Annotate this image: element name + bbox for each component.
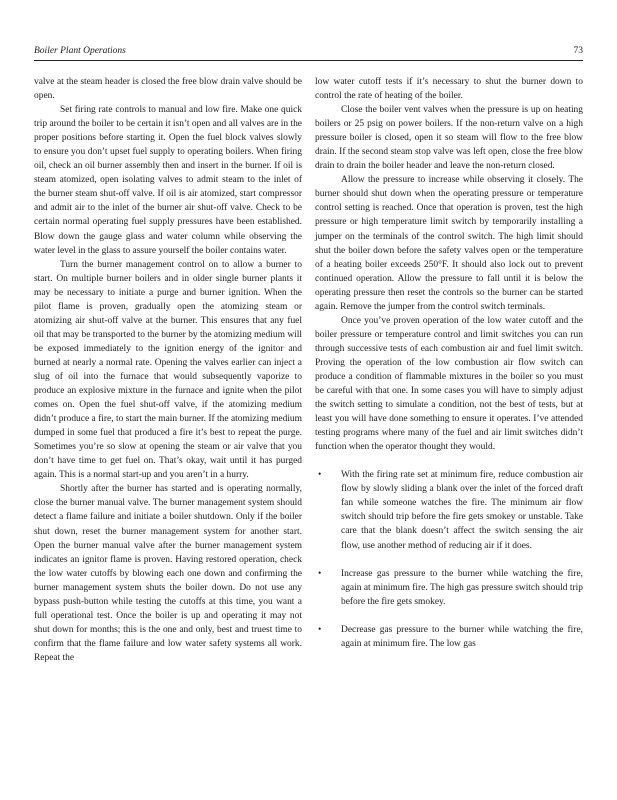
paragraph: Close the boiler vent valves when the pressure is up on heating boilers or 25 psig on power boilers. If the non-return valve on a high pressure boiler is closed, open it so steam will flow to the free blow drain. If the second steam stop valve was left open, close the free blow drain to drain the boiler header and leave the non-return closed. <box>315 105 583 172</box>
paragraph: valve at the steam header is closed the free blow drain valve should be open. <box>34 77 302 102</box>
list-item-text: Increase gas pressure to the burner while watching the fire, again at minimum fire. The high gas pressure switch should trip before the fire gets smokey. <box>341 568 583 607</box>
bullet-list <box>315 468 583 651</box>
paragraph: Shortly after the burner has started and is operating normally, close the burner manual valve. The burner management system should detect a flame failure and initiate a boiler shutdown. Only if the boiler shut down, reset the burner management system for another start. Open the burner manual valve after the burner management system indicates an ignitor flame is proven. Having restored operation, check the low water cutoffs by blowing each one down and confirming the burner management system shuts the boiler down. Do not use any bypass push-button while testing the cutoffs at this time, you want a full operational test. Once the boiler is up and operating it may not shut down for months; this is the one and only, best and truest time to confirm that the flame failure and low water safety systems all work. Repeat the <box>34 484 302 663</box>
paragraph: Allow the pressure to increase while observing it closely. The burner should shut down when the operating pressure or temperature control setting is reached. Once that operation is proven, test the high pressure or high temperature limit switch by temporarily installing a jumper on the terminals of the control switch. The high limit should shut the boiler down before the safety valves open or the temperature of a heating boiler exceeds 250°F. It should also lock out to prevent continued operation. Allow the pressure to fall until it is below the operating pressure then reset the controls so the burner can be started again. Remove the jumper from the control switch terminals. <box>315 175 583 312</box>
paragraph: Once you’ve proven operation of the low water cutoff and the boiler pressure or temperature control and limit switches you can run through successive tests of each combustion air and fuel limit switch. Proving the operation of the low combustion air flow switch can produce a condition of flammable mixtures in the boiler so you must be careful with that one. In some cases you will have to simply adjust the switch setting to simulate a condition, not the best of tests, but at least you will have done something to ensure it operates. I’ve attended testing programs where many of the fuel and air limit switches didn’t function when the operator thought they would. <box>315 315 583 453</box>
list-item <box>315 623 583 651</box>
list-item-text: Decrease gas pressure to the burner while watching the fire, again at minimum fire. The low gas <box>341 624 583 649</box>
running-title: Boiler Plant Operations <box>34 46 126 56</box>
right-column <box>315 75 583 665</box>
bullet-icon: • <box>318 470 322 481</box>
bullet-icon: • <box>318 624 322 635</box>
paragraph: Turn the burner management control on to allow a burner to start. On multiple burner boilers and in older single burner plants it may be necessary to initiate a purge and burner ignition. When the pilot flame is proven, gradually open the atomizing steam or atomizing air shut-off valve at the burner. This ensures that any fuel oil that may be transported to the burner by the atomizing medium will be exposed immediately to the ignition energy of the ignitor and burned at nearly a normal rate. Opening the valves earlier can inject a slug of oil into the furnace that would subsequently vaporize to produce an explosive mixture in the furnace and ignite when the pilot comes on. Open the fuel shut-off valve, if the atomizing medium didn’t produce a fire, to start the main burner. If the atomizing medium dumped in some fuel that produced a fire it’s best to repeat the purge. Sometimes you’re so slow at opening the steam or air valve that you don’t have time to get fuel on. That’s okay, wait until it has purged again. This is a normal start-up and you aren’t in a hurry. <box>34 259 302 481</box>
left-column <box>34 75 302 665</box>
bullet-icon: • <box>318 568 322 579</box>
header-rule <box>34 60 583 61</box>
running-header <box>34 46 583 60</box>
paragraph: Set firing rate controls to manual and low fire. Make one quick trip around the boiler to be certain it isn’t open and all valves are in the proper positions before starting it. Open the fuel block valves slowly to ensure you don’t upset fuel supply to operating boilers. When firing oil, check an oil burner assembly then and insert in the burner. If oil is steam atomized, open isolating valves to admit steam to the inlet of the burner steam shut-off valve. If oil is air atomized, start compressor and admit air to the inlet of the burner air shut-off valve. Check to be certain normal operating fuel supply pressures have been established. Blow down the gauge glass and water column while observing the water level in the glass to assure yourself the boiler contains water. <box>34 105 302 256</box>
list-item-text: With the firing rate set at minimum fire, reduce combustion air flow by slowly sliding a blank over the inlet of the forced draft fan while someone watches the fire. The minimum air flow switch should trip before the fire gets smokey or unstable. Take care that the blank doesn’t affect the switch sensing the air flow, use another method of reducing air if it does. <box>341 470 583 551</box>
paragraph: low water cutoff tests if it’s necessary to shut the burner down to control the rate of heating of the boiler. <box>315 77 583 102</box>
page-number: 73 <box>573 46 583 56</box>
list-item <box>315 468 583 552</box>
list-item <box>315 567 583 609</box>
